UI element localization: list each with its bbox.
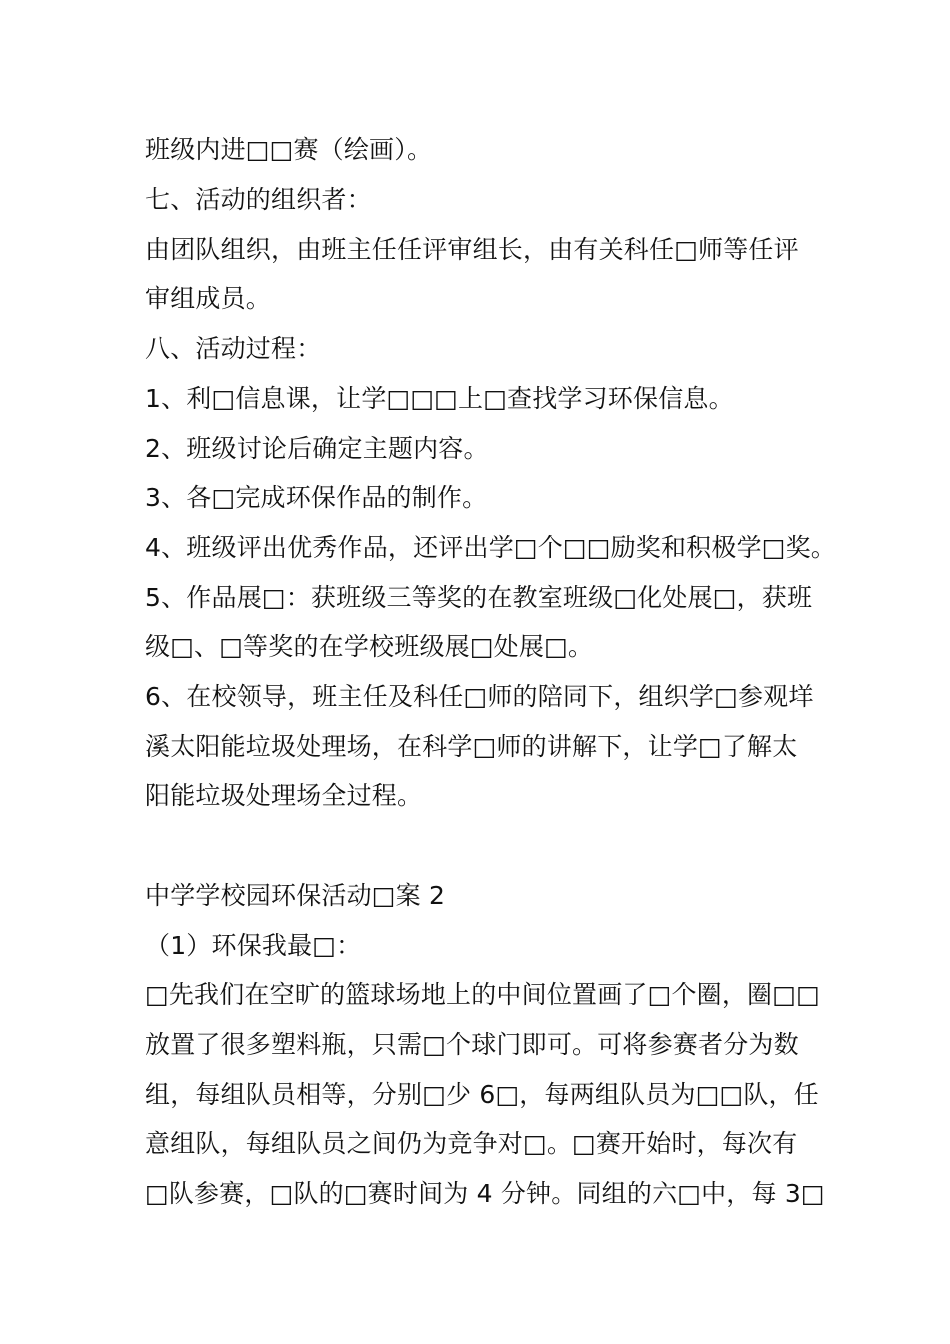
section-heading-process: 八、活动过程： bbox=[145, 334, 322, 363]
text-line: 级□、□等奖的在学校班级展□处展□。 bbox=[145, 632, 594, 661]
text-line: □先我们在空旷的篮球场地上的中间位置画了□个圈，圈□□ bbox=[145, 980, 820, 1009]
text-line: 阳能垃圾处理场全过程。 bbox=[145, 781, 423, 810]
text-line: 组，每组队员相等，分别□少 6□，每两组队员为□□队，任 bbox=[145, 1080, 819, 1109]
text-line: 溪太阳能垃圾处理场，在科学□师的讲解下，让学□了解太 bbox=[145, 732, 798, 761]
text-line: 放置了很多塑料瓶，只需□个球门即可。可将参赛者分为数 bbox=[145, 1030, 799, 1059]
text-line: 意组队，每组队员之间仍为竞争对□。□赛开始时，每次有 bbox=[145, 1129, 798, 1158]
text-line: □队参赛，□队的□赛时间为 4 分钟。同组的六□中，每 3□ bbox=[145, 1179, 825, 1208]
list-item: 4、班级评出优秀作品，还评出学□个□□励奖和积极学□奖。 bbox=[145, 533, 836, 562]
list-item: 5、作品展□：获班级三等奖的在教室班级□化处展□，获班 bbox=[145, 583, 813, 612]
list-item: 2、班级讨论后确定主题内容。 bbox=[145, 434, 489, 463]
document-subtitle: 中学学校园环保活动□案 2 bbox=[145, 881, 446, 910]
list-item: 6、在校领导，班主任及科任□师的陪同下，组织学□参观垟 bbox=[145, 682, 814, 711]
text-line: 审组成员。 bbox=[145, 284, 272, 313]
section-heading-organizers: 七、活动的组织者： bbox=[145, 185, 372, 214]
section-heading: （1）环保我最□： bbox=[145, 931, 362, 960]
list-item: 3、各□完成环保作品的制作。 bbox=[145, 483, 488, 512]
list-item: 1、利□信息课，让学□□□上□查找学习环保信息。 bbox=[145, 384, 734, 413]
text-line: 由团队组织，由班主任任评审组长，由有关科任□师等任评 bbox=[145, 235, 799, 264]
text-line: 班级内进□□赛（绘画）。 bbox=[145, 135, 433, 164]
